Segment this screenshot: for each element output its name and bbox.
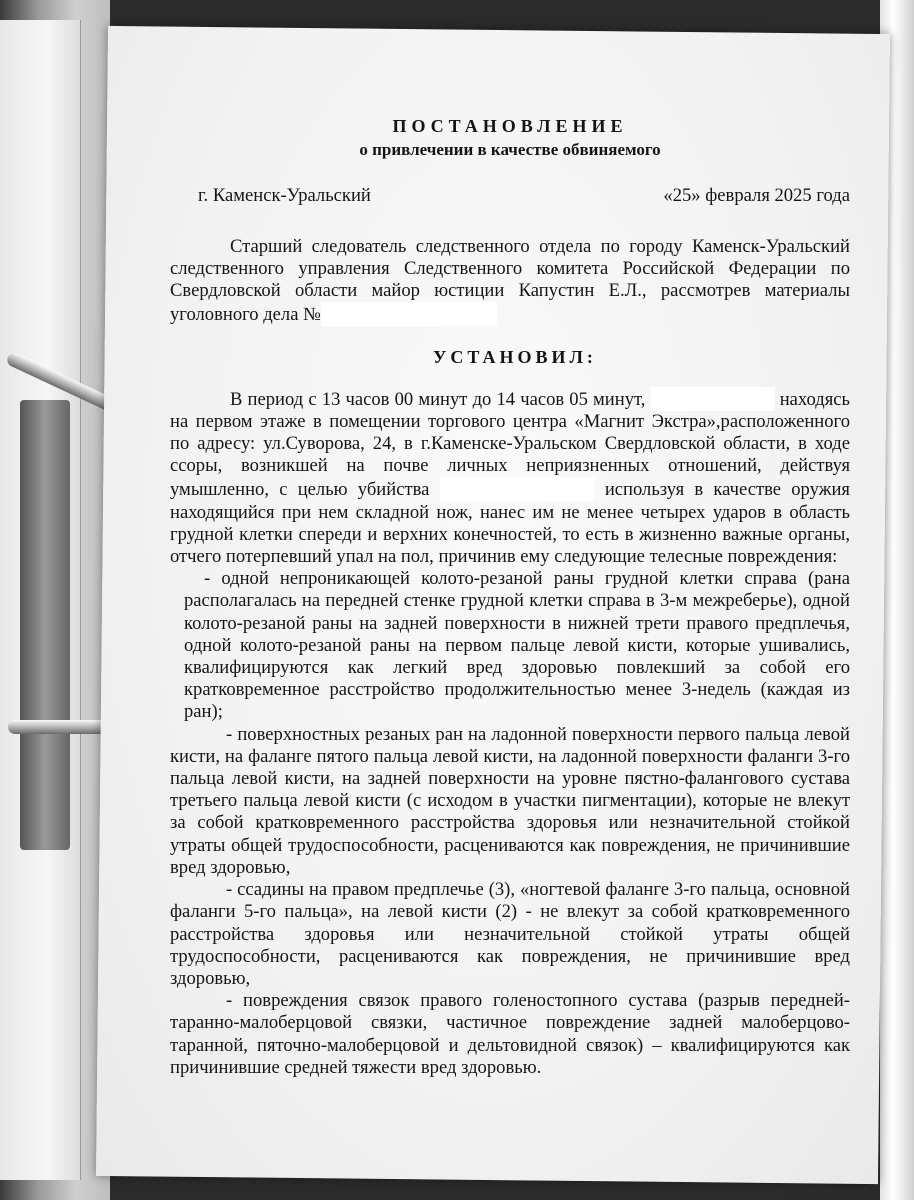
injury-item-1: - одной непроникающей колото-резаной раны грудной клетки справа (рана располагалась на передней стенке грудной клетки справа в 3-м межреберье), одной колото-резаной раны на задней поверхности в нижней трети правого предплечья, одной колото-резаной раны на первом пальце левой кисти, которые ушивались, квалифицируются как легкий вред здоровью повлекший за собой его кратковременное расстройство продолжительностью менее 3-недель (каждая из ран); bbox=[184, 568, 850, 723]
redaction-accused bbox=[651, 387, 775, 411]
redaction-case-number bbox=[321, 302, 497, 326]
injury-item-2: - поверхностных резаных ран на ладонной поверхности первого пальца левой кисти, на фаланге пятого пальца левой кисти, на ладонной поверхности фаланги 3-го пальца левой кисти, на задней поверхности на уровне пястно-фалангового сустава третьего пальца левой кисти (с исходом в участки пигментации), которые не влекут за собой кратковременного расстройства здоровья или незначительной стойкой утраты общей трудоспособности, расцениваются как повреждения, не причинившие вред здоровью, bbox=[170, 723, 850, 878]
redaction-victim bbox=[440, 477, 595, 501]
injury-item-4: - повреждения связок правого голеностопного сустава (разрыв передней-таранно-малоберцовой связки, частичное повреждение задней малоберцово-таранной, пяточно-малоберцовой и дельтовидной связок) – квалифицируются как причинившие средней тяжести вред здоровью. bbox=[170, 990, 850, 1078]
established-heading: УСТАНОВИЛ: bbox=[433, 347, 597, 368]
place-date-line bbox=[170, 185, 850, 207]
intro-text: Старший следователь следственного отдела по городу Каменск-Уральский следственного управления Следственного комитета Российской Федерации по Свердловской области майор юстиции Капустин Е.Л., рассмотрев материалы уголовного дела № bbox=[170, 235, 850, 326]
intro-paragraph bbox=[170, 236, 850, 327]
facts-start: В период с 13 часов 00 минут до 14 часов 05 минут, bbox=[230, 388, 646, 410]
facts-paragraph bbox=[170, 387, 850, 569]
document-body bbox=[170, 115, 850, 1079]
binder-mechanism bbox=[20, 400, 70, 850]
injury-item-3: - ссадины на правом предплечье (3), «ногтевой фаланге 3-го пальца, основной фаланги 5-го пальца», на левой кисти (2) - не влекут за собой кратковременного расстройства здоровья или незначительной стойкой утраты общей трудоспособности, расцениваются как повреждения, не причинившие вред здоровью, bbox=[170, 879, 850, 989]
place: г. Каменск-Уральский bbox=[198, 185, 371, 207]
date: «25» февраля 2025 года bbox=[663, 185, 850, 207]
document-subtitle: о привлечении в качестве обвиняемого bbox=[359, 140, 661, 160]
facts-mid: находясь на первом этаже в помещении торгового центра «Магнит Экстра»,расположенного по адресу: ул.Суворова, 24, в г.Каменске-Уральском Свердловской области, в ходе ссоры, возникшей на почве личных неприязненных отношений, действуя умышленно, с целью убийства bbox=[170, 388, 850, 501]
document-title: ПОСТАНОВЛЕНИЕ bbox=[392, 116, 628, 136]
facts-end: используя в качестве оружия находящийся при нем складной нож, нанес им не менее четырех ударов в область грудной клетки спереди и верхних конечностей, то есть в жизненно важные органы, отчего потерпевший упал на пол, причинив ему следующие телесные повреждения: bbox=[170, 479, 850, 568]
